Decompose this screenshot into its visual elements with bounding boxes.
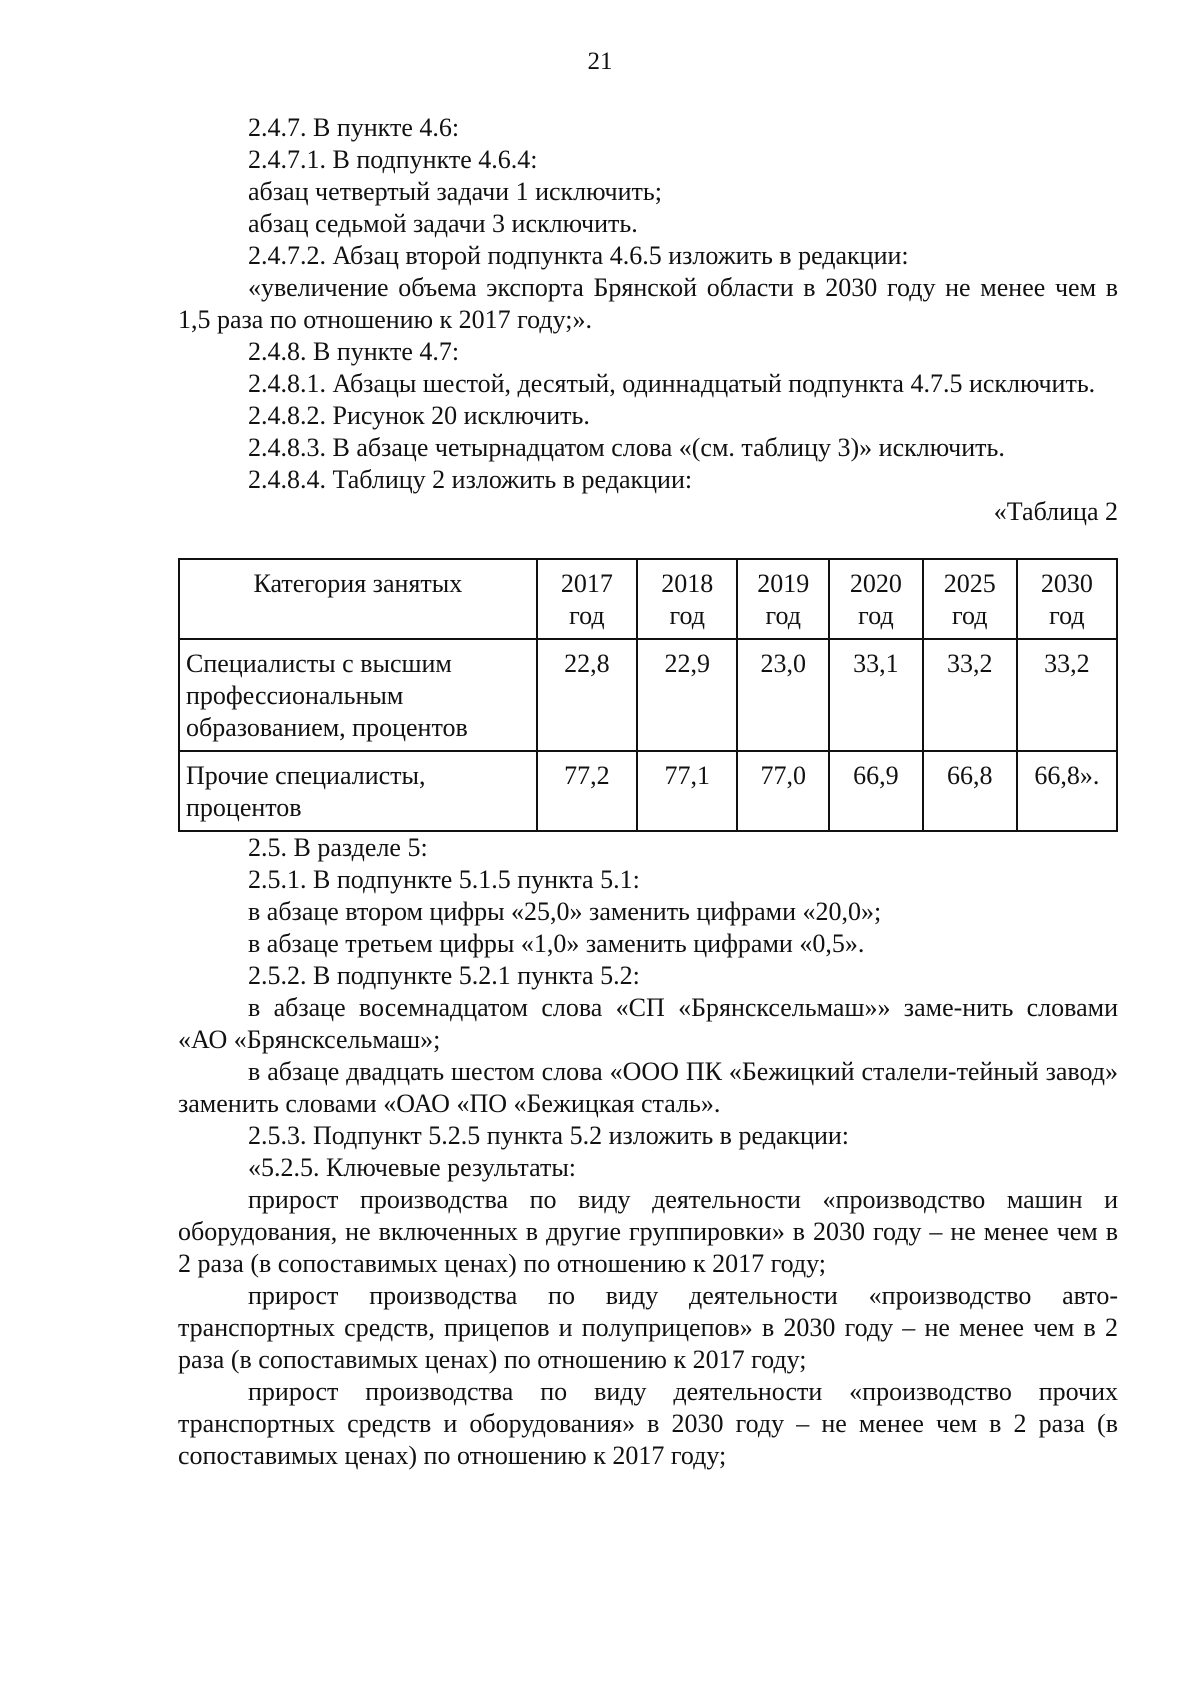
- paragraph: 2.4.7.1. В подпункте 4.6.4:: [248, 145, 538, 174]
- paragraph: в абзаце восемнадцатом слова «СП «Брянсксельмаш»» заме-нить словами «АО «Брянсксельмаш»;: [178, 993, 1118, 1054]
- year-number: 2017: [560, 569, 613, 598]
- table-cell: 77,1: [637, 751, 737, 831]
- header-year-2018: [637, 559, 737, 639]
- paragraph: 2.5.2. В подпункте 5.2.1 пункта 5.2:: [248, 961, 640, 990]
- table-cell: 77,2: [537, 751, 637, 831]
- table-cell: 23,0: [737, 639, 829, 751]
- paragraph: 2.5.3. Подпункт 5.2.5 пункта 5.2 изложить в редакции:: [248, 1121, 850, 1150]
- spacer: [178, 528, 1118, 558]
- paragraph: прирост производства по виду деятельности «производство прочих транспортных средств и оборудования» в 2030 году – не менее чем в 2 раза (в сопоставимых ценах) по отношению к 2017 году;: [178, 1377, 1118, 1470]
- year-unit: год: [951, 601, 988, 630]
- year-unit: год: [669, 601, 705, 630]
- header-year-2019: [737, 559, 829, 639]
- paragraph: 2.5. В разделе 5:: [248, 833, 428, 862]
- paragraph: 2.4.8. В пункте 4.7:: [248, 337, 460, 366]
- table-body: [179, 639, 1117, 831]
- table-row: [179, 751, 1117, 831]
- table-cell: 33,2: [923, 639, 1017, 751]
- paragraphs-bottom: [178, 832, 1118, 1472]
- header-year-2017: [537, 559, 637, 639]
- header-year-2025: [923, 559, 1017, 639]
- paragraph: 2.4.8.2. Рисунок 20 исключить.: [248, 401, 590, 430]
- paragraphs-top: [178, 112, 1118, 496]
- paragraph: 2.4.7. В пункте 4.6:: [248, 113, 460, 142]
- paragraph: в абзаце двадцать шестом слова «ООО ПК «Бежицкий сталели-тейный завод» заменить словами «ОАО «ПО «Бежицкая сталь».: [178, 1057, 1118, 1118]
- year-number: 2030: [1040, 569, 1093, 598]
- paragraph: абзац седьмой задачи 3 исключить.: [248, 209, 638, 238]
- paragraph: в абзаце втором цифры «25,0» заменить цифрами «20,0»;: [248, 897, 882, 926]
- table-cell: 66,9: [829, 751, 923, 831]
- year-number: 2018: [661, 569, 714, 598]
- header-year-2030: [1017, 559, 1117, 639]
- paragraph: «увеличение объема экспорта Брянской области в 2030 году не менее чем в 1,5 раза по отношению к 2017 году;».: [178, 273, 1118, 334]
- year-unit: год: [1049, 601, 1085, 630]
- table-cell: 33,1: [829, 639, 923, 751]
- paragraph: прирост производства по виду деятельности «производство авто-транспортных средств, прицепов и полуприцепов» в 2030 году – не менее чем в 2 раза (в сопоставимых ценах) по отношению к 2017 году;: [178, 1281, 1118, 1374]
- paragraph: 2.4.8.4. Таблицу 2 изложить в редакции:: [248, 465, 693, 494]
- table-cell: 66,8».: [1017, 751, 1117, 831]
- paragraph: «5.2.5. Ключевые результаты:: [248, 1153, 577, 1182]
- paragraph: 2.4.8.3. В абзаце четырнадцатом слова «(см. таблицу 3)» исключить.: [248, 433, 1005, 462]
- year-unit: год: [765, 601, 801, 630]
- paragraph: 2.4.8.1. Абзацы шестой, десятый, одиннадцатый подпункта 4.7.5 исключить.: [248, 369, 1096, 398]
- table-row: [179, 639, 1117, 751]
- paragraph: в абзаце третьем цифры «1,0» заменить цифрами «0,5».: [248, 929, 865, 958]
- table-caption: «Таблица 2: [993, 497, 1118, 526]
- paragraph: прирост производства по виду деятельности «производство машин и оборудования, не включенных в другие группировки» в 2030 году – не менее чем в 2 раза (в сопоставимых ценах) по отношению к 2017 году;: [178, 1185, 1118, 1278]
- table-cell: 33,2: [1017, 639, 1117, 751]
- header-year-2020: [829, 559, 923, 639]
- table-cell: 66,8: [923, 751, 1017, 831]
- table-cell: 22,9: [637, 639, 737, 751]
- year-number: 2020: [849, 569, 902, 598]
- page-number: 21: [587, 48, 613, 75]
- table-cell: 22,8: [537, 639, 637, 751]
- year-unit: год: [569, 601, 605, 630]
- table-cell: 77,0: [737, 751, 829, 831]
- table-header-row: [179, 559, 1117, 639]
- paragraph: абзац четвертый задачи 1 исключить;: [248, 177, 662, 206]
- header-category: Категория занятых: [179, 559, 537, 639]
- paragraph: 2.4.7.2. Абзац второй подпункта 4.6.5 изложить в редакции:: [248, 241, 909, 270]
- row-label: Прочие специалисты, процентов: [179, 751, 537, 831]
- document-body: [178, 112, 1118, 1472]
- row-label: Специалисты с высшим профессиональным образованием, процентов: [179, 639, 537, 751]
- year-number: 2025: [943, 569, 996, 598]
- year-unit: год: [858, 601, 894, 630]
- employment-table: [178, 558, 1118, 832]
- year-number: 2019: [757, 569, 810, 598]
- paragraph: 2.5.1. В подпункте 5.1.5 пункта 5.1:: [248, 865, 640, 894]
